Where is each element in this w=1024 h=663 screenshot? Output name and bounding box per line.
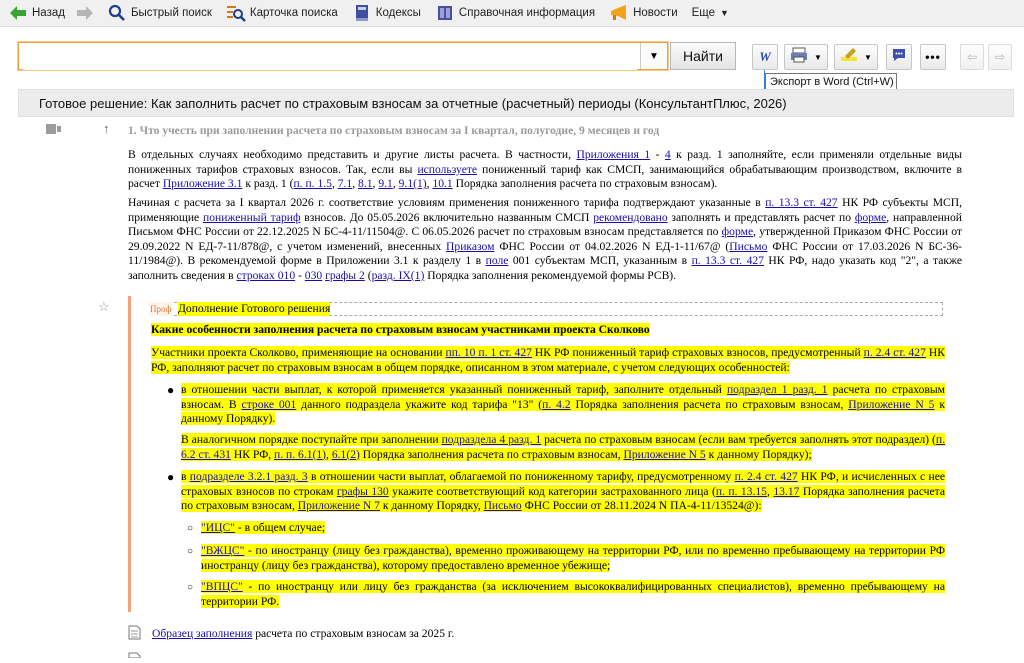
link[interactable]: подразделе 3.2.1 разд. 3: [189, 470, 308, 483]
bookmark-button[interactable]: [834, 44, 878, 70]
paragraph-2: Начиная с расчета за I квартал 2026 г. соответствие условиям применения пониженного тарифа подтверждают указанные в п. 13.3 ст. 427 НК РФ субъекты МСП, применяющие пониженный тариф взносов. До 05.05.2026 включительно названным СМСП рекомендовано заполнять и представлять расчет по форме, направленной Письмом ФНС России от 22.12.2025 N БС-4-11/11504@. С 06.05.2026 расчет по страховым взносам представляется по форме, утвержденной Приказом ФНС России от 29.09.2022 N ЕД-7-11/878@, с учетом изменений, внесенных Приказом ФНС России от 04.02.2026 N ЕД-1-11/67@ (Письмо ФНС России от 17.03.2026 N БС-36-11/1984@). В рекомендуемой форме в Приложении 3.1 к разделу 1 в поле 001 субъектам МСП, указанным в п. 13.3 ст. 427 НК РФ, надо указать код "2", а также заполнить сведения в строках 010 - 030 графы 2 (разд. IX(1) Порядка заполнения рекомендуемой формы РСВ).: [128, 196, 963, 282]
printer-icon: [790, 47, 808, 68]
back-button[interactable]: [0, 0, 69, 26]
link[interactable]: п. п. 6.1(1): [274, 447, 327, 461]
next-button[interactable]: [988, 44, 1012, 70]
link[interactable]: Приложения 1: [576, 148, 651, 161]
supplement-title: Дополнение Готового решения: [178, 302, 331, 315]
print-button[interactable]: [784, 44, 828, 70]
chevron-down-icon: ▼: [720, 8, 729, 18]
supplement-header: [149, 302, 943, 316]
link[interactable]: Приложение N 5: [848, 397, 935, 411]
magnifier-icon: [107, 3, 127, 23]
chevron-down-icon: ▼: [814, 52, 822, 62]
sub-bullet-3: "ВПЦС" - по иностранцу или лицу без гражданства (за исключением высококвалифицированных специалистов), временно пребывающему на территории РФ.: [201, 580, 945, 608]
forward-button[interactable]: [69, 0, 103, 26]
link[interactable]: п. 6.2 ст. 431: [181, 433, 945, 461]
reference-button[interactable]: [425, 0, 599, 26]
link[interactable]: форме: [721, 225, 754, 239]
link[interactable]: 8.1: [358, 177, 373, 191]
more-actions-button[interactable]: [920, 44, 946, 70]
megaphone-icon: [609, 3, 629, 23]
marker-icon: [840, 47, 858, 68]
search-card-label: Карточка поиска: [249, 7, 338, 19]
bullet-2: в подразделе 3.2.1 разд. 3 в отношении части выплат, облагаемой по пониженному тарифу, предусмотренному п. 2.4 ст. 427 НК РФ, и исчисленных с нее страховых взносов по строкам графы 130 укажите соответствующий код категории застрахованного лица (п. п. 13.15, 13.17 Порядка заполнения расчета по страховым взносам, Приложение N 7 к данному Порядку, Письмо ФНС России от 28.11.2024 N ПА-4-11/13524@):: [181, 470, 946, 513]
news-button[interactable]: [599, 0, 682, 26]
back-label: Назад: [32, 7, 65, 19]
paragraph-1: В отдельных случаях необходимо представить и другие листы расчета. В частности, Приложения 1 - 4 к разд. 1 заполняйте, если применяли отдельные виды пониженных тарифов страховых взносов. Так, если вы используете пониженный тариф как СМСП, занимающийся обрабатывающим производством, включите в расчет Приложение 3.1 к разд. 1 (п. п. 1.5, 7.1, 8.1, 9.1, 9.1(1), 10.1 Порядка заполнения расчета по страховым взносам).: [128, 148, 962, 191]
quick-search-label: Быстрый поиск: [130, 7, 212, 19]
link[interactable]: 7.1: [337, 177, 353, 191]
codes-book-icon: [352, 3, 372, 23]
link[interactable]: "ВЖЦС": [201, 544, 245, 557]
prof-badge: Проф: [150, 304, 172, 314]
bullet-dot: ●: [167, 470, 175, 484]
more-label: Еще: [691, 7, 716, 19]
forward-arrow-icon: [75, 3, 95, 23]
export-word-button[interactable]: [752, 44, 778, 70]
supplement-intro: Участники проекта Сколково, применяющие на основании пп. 10 п. 1 ст. 427 НК РФ пониженный тариф страховых взносов, предусмотренный п. 2.4 ст. 427 НК РФ, заполняют расчет по страховым взносам в общем порядке, описанном в этом материале, с учетом следующих особенностей:: [151, 346, 945, 374]
bullet-dot: ●: [167, 383, 175, 397]
link[interactable]: Приложение N 7: [297, 499, 380, 513]
link[interactable]: подраздел 1 разд. 1: [726, 383, 828, 396]
sub-bullet-1: "ИЦС" - в общем случае;: [201, 521, 326, 534]
link[interactable]: п. 4.2: [542, 397, 571, 411]
link[interactable]: поле: [485, 254, 509, 268]
link[interactable]: разд. IX(1): [371, 268, 425, 282]
chevron-down-icon: ▼: [864, 52, 872, 62]
comment-button[interactable]: [886, 44, 912, 70]
link[interactable]: 6.1(2): [331, 447, 360, 461]
link[interactable]: Образец заполнения: [152, 627, 253, 640]
link[interactable]: 030: [304, 268, 323, 282]
link[interactable]: подраздела 4 разд. 1: [441, 433, 542, 446]
circle-bullet: ○: [187, 582, 194, 593]
main-toolbar: [0, 0, 1024, 27]
search-box: [18, 42, 668, 70]
chat-bubble-icon: [891, 47, 907, 68]
codes-button[interactable]: [342, 0, 425, 26]
bullet-1: в отношении части выплат, к которой применяется указанный пониженный тариф, заполните отдельный подраздел 1 разд. 1 расчета по страховым взносам. В строке 001 данного подраздела укажите код тарифа "13" (п. 4.2 Порядка заполнения расчета по страховым взносам, Приложение N 5 к данному Порядку).: [181, 383, 946, 426]
supplement-question: Какие особенности заполнения расчета по страховым взносам участниками проекта Сколково: [151, 323, 650, 336]
link[interactable]: Приказом: [446, 239, 495, 253]
note-icon[interactable]: [46, 123, 62, 140]
link[interactable]: 4: [664, 148, 671, 161]
star-icon[interactable]: ☆: [98, 299, 110, 314]
link[interactable]: п. п. 1.5: [293, 177, 332, 191]
dropdown-arrow-icon: ▼: [649, 50, 659, 62]
link[interactable]: используете: [417, 162, 478, 176]
more-menu[interactable]: [682, 0, 733, 26]
link[interactable]: "ИЦС": [201, 521, 235, 534]
circle-bullet: ○: [187, 523, 194, 534]
link[interactable]: 9.1(1): [398, 177, 427, 191]
sub-bullet-2: "ВЖЦС" - по иностранцу (лицу без гражданства), временно проживающему на территории РФ, или по временно пребывающему на территории РФ иностранцу (лицу без гражданства), которому предоставлено временное убежище;: [201, 544, 945, 572]
ellipsis-icon: •••: [925, 50, 941, 64]
search-input[interactable]: [23, 44, 637, 70]
link[interactable]: Письмо: [729, 239, 768, 253]
link[interactable]: форме: [854, 210, 887, 224]
document-body: [0, 118, 1024, 652]
link[interactable]: Приложение 3.1: [162, 177, 243, 191]
link[interactable]: 9.1: [378, 177, 393, 191]
link[interactable]: пониженный тариф: [202, 210, 301, 224]
link[interactable]: п. п. 13.15: [715, 484, 767, 498]
export-word-tooltip: Экспорт в Word (Ctrl+W): [765, 73, 897, 91]
link[interactable]: п. 13.3 ст. 427: [765, 196, 838, 209]
link[interactable]: графы 2: [325, 268, 365, 282]
link[interactable]: рекомендовано: [593, 210, 668, 224]
link[interactable]: п. 2.4 ст. 427: [863, 346, 926, 359]
bullet-1-continued: В аналогичном порядке поступайте при заполнении подраздела 4 разд. 1 расчета по страховым взносам (если вам требуется заполнять этот подраздел) (п. 6.2 ст. 431 НК РФ, п. п. 6.1(1), 6.1(2) Порядка заполнения расчета по страховым взносам, Приложение N 5 к данному Порядку);: [181, 433, 945, 461]
link[interactable]: строке 001: [241, 397, 297, 411]
link[interactable]: п. 13.3 ст. 427: [691, 254, 764, 268]
document-title: Готовое решение: Как заполнить расчет по страховым взносам за отчетные (расчетный) периоды (КонсультантПлюс, 2026): [39, 95, 787, 111]
left-arrow-icon: ⇦: [966, 50, 978, 64]
search-card-button[interactable]: [216, 0, 342, 26]
link[interactable]: п. 2.4 ст. 427: [734, 470, 798, 483]
reference-book-icon: [435, 3, 455, 23]
link[interactable]: графы 130: [336, 484, 389, 498]
link[interactable]: 10.1: [432, 177, 453, 191]
document-title-bar: [18, 89, 1014, 117]
link[interactable]: строках 010: [236, 268, 296, 282]
reference-label: Справочная информация: [458, 7, 596, 19]
up-arrow-icon[interactable]: ↑: [103, 121, 110, 136]
find-button[interactable]: Найти: [670, 42, 736, 70]
back-arrow-icon: [8, 3, 28, 23]
link[interactable]: "ВПЦС": [201, 580, 243, 593]
circle-bullet: ○: [187, 546, 194, 557]
word-icon: W: [759, 49, 771, 64]
right-arrow-icon: ⇨: [994, 50, 1006, 64]
link[interactable]: Письмо: [483, 499, 522, 513]
prev-button[interactable]: [960, 44, 984, 70]
news-label: Новости: [633, 7, 678, 19]
pro-supplement-box: [128, 296, 947, 612]
search-history-dropdown[interactable]: [640, 43, 667, 69]
link[interactable]: 13.17: [773, 484, 800, 498]
section-title: 1. Что учесть при заполнении расчета по страховым взносам за I квартал, полугодие, 9 месяцев и год: [128, 124, 660, 137]
document-icon: [128, 648, 141, 663]
codes-label: Кодексы: [375, 7, 421, 19]
sample-link-line: Образец заполнения расчета по страховым взносам за 2025 г.: [152, 627, 455, 640]
search-card-icon: [226, 3, 246, 23]
link[interactable]: пп. 10 п. 1 ст. 427: [445, 346, 532, 359]
quick-search-button[interactable]: [103, 0, 216, 26]
link[interactable]: Приложение N 5: [623, 447, 706, 461]
document-icon: [128, 625, 141, 645]
